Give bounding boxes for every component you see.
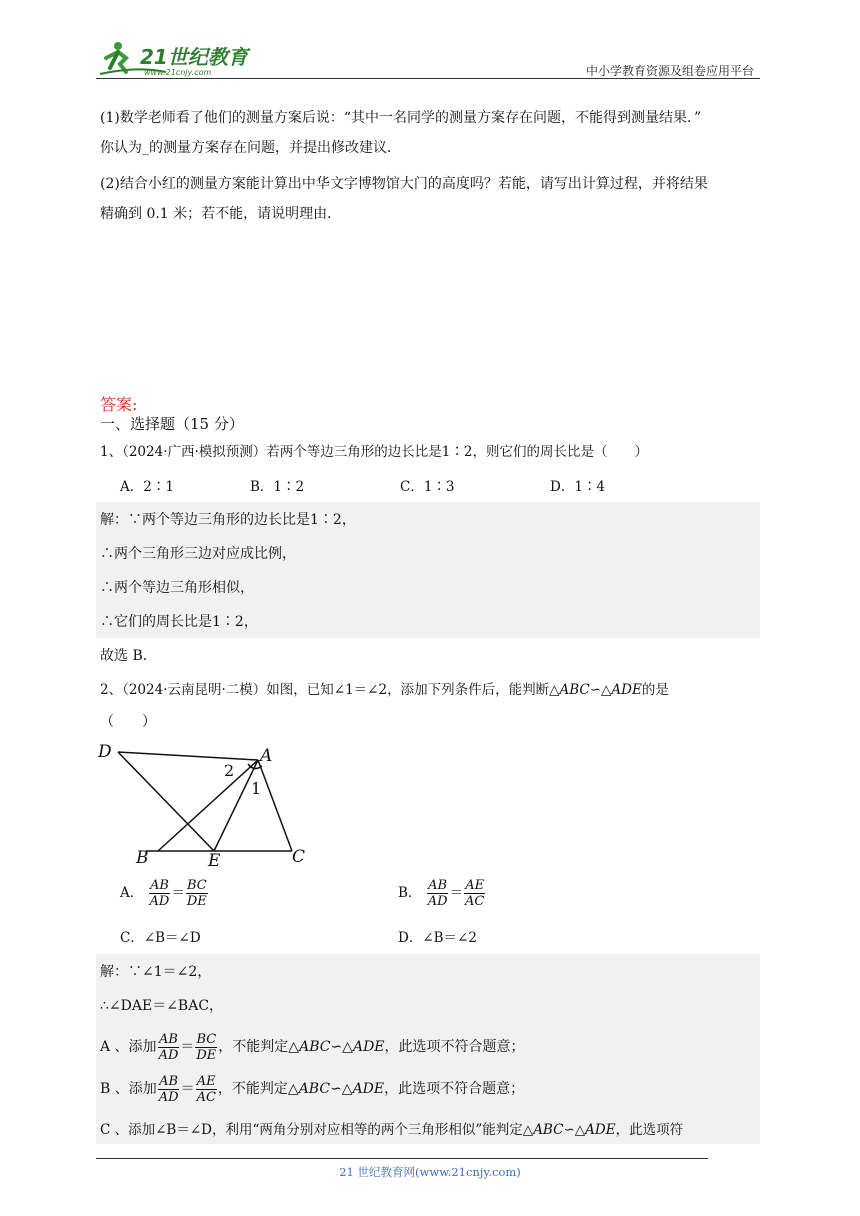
q2-stem-line2: （ ）	[100, 714, 156, 730]
q2-figure	[96, 738, 326, 874]
label-c: C	[292, 847, 306, 867]
label-d: D	[98, 742, 112, 762]
svg-text:www.21cnjy.com: www.21cnjy.com	[144, 68, 212, 77]
q1-option-a: A．2∶1	[120, 479, 174, 495]
q2-option-c: C．∠B＝∠D	[120, 930, 201, 946]
section-title: 一、选择题（15 分）	[100, 415, 244, 433]
segment-de	[118, 752, 214, 851]
answer-title: 答案:	[100, 395, 138, 414]
segment-ac	[258, 760, 292, 851]
q2-solution-line: ∴∠DAE＝∠BAC，	[100, 998, 224, 1014]
footer-divider	[96, 1158, 708, 1159]
label-angle-2: 2	[224, 761, 235, 780]
q1-solution-line: ∴两个等边三角形相似，	[100, 580, 254, 596]
q2-option-a: A． $\frac{AB}{AD}$ ＝ $\frac{BC}{DE}$	[120, 878, 207, 909]
q1-solution-line: ∴两个三角形三边对应成比例，	[100, 546, 296, 562]
segment-da	[118, 752, 258, 760]
q1-solution-line: 解：∵两个等边三角形的边长比是1∶2，	[100, 512, 356, 528]
q2-solution-a: A 、添加 $\frac{AB}{AD}$ ＝ $\frac{BC}{DE}$ ，不能判定△ ABC ∽△ ADE ，此选项不符合题意；	[100, 1031, 525, 1063]
q2-stem: 2、（2024·云南昆明·二模）如图，已知∠1＝∠2，添加下列条件后，能判断△ABC∽△ADE的是	[100, 682, 669, 698]
q2-solution-b: B 、添加 $\frac{AB}{AD}$ ＝ $\frac{AE}{AC}$ ，不能判定△ ABC ∽△ ADE ，此选项不符合题意；	[100, 1073, 525, 1105]
footer-link[interactable]: 21 世纪教育网(www.21cnjy.com)	[339, 1165, 521, 1179]
q-part2-line1: (2)结合小红的测量方案能计算出中华文字博物馆大门的高度吗？若能，请写出计算过程，并将结果	[100, 176, 708, 192]
q1-conclusion: 故选 B．	[100, 648, 157, 664]
label-a: A	[260, 746, 273, 766]
label-b: B	[136, 848, 149, 868]
q1-option-c: C．1∶3	[400, 479, 455, 495]
q2-option-d: D．∠B＝∠2	[398, 930, 477, 946]
q-part1-line1: (1)数学老师看了他们的测量方案后说：“其中一名同学的测量方案存在问题，不能得到测量结果．”	[100, 110, 702, 126]
q-part2-line2: 精确到 0.1 米；若不能，请说明理由．	[100, 206, 342, 222]
label-angle-1: 1	[251, 779, 262, 798]
q2-option-b: B． $\frac{AB}{AD}$ ＝ $\frac{AE}{AC}$	[398, 878, 485, 909]
q1-option-b: B．1∶2	[250, 479, 305, 495]
label-e: E	[208, 851, 221, 871]
header-divider	[96, 78, 760, 79]
q2-solution-c: C 、添加∠B＝∠D，利用“两角分别对应相等的两个三角形相似”能判定△ABC∽△ADE，此选项符	[100, 1122, 684, 1138]
q2-solution-line: 解：∵∠1＝∠2，	[100, 964, 212, 980]
logo	[96, 38, 266, 78]
segment-ab	[158, 760, 258, 851]
segment-ae	[214, 760, 258, 851]
q1-solution-line: ∴它们的周长比是1∶2，	[100, 614, 258, 630]
q1-stem: 1、（2024·广西·模拟预测）若两个等边三角形的边长比是1∶2，则它们的周长比是（ ）	[100, 444, 648, 460]
header-platform-name: 中小学教育资源及组卷应用平台	[585, 64, 754, 78]
q1-option-d: D．1∶4	[550, 479, 606, 495]
svg-text:21世纪教育: 21世纪教育	[140, 45, 248, 69]
q-part1-line2: 你认为_的测量方案存在问题，并提出修改建议．	[100, 140, 401, 156]
